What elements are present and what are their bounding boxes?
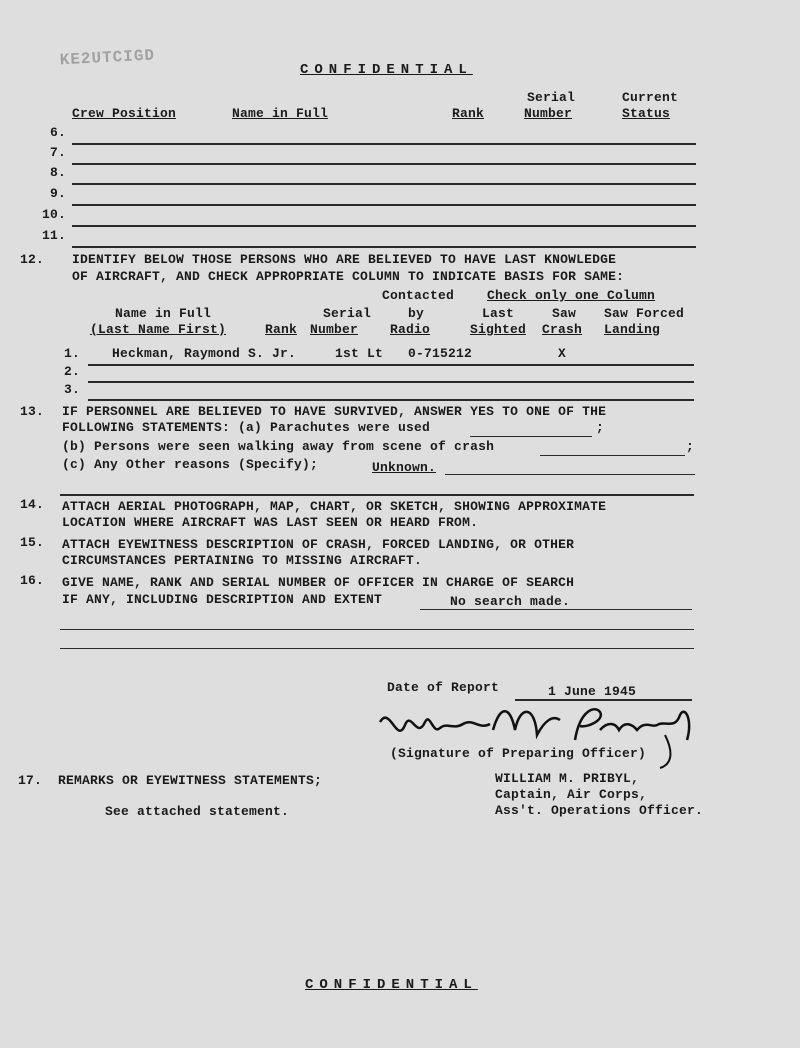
item12-number: 12. [20, 252, 45, 267]
item15-line1: ATTACH EYEWITNESS DESCRIPTION OF CRASH, FORCED LANDING, OR OTHER [62, 537, 575, 552]
item16-line2: IF ANY, INCLUDING DESCRIPTION AND EXTENT [62, 592, 383, 607]
signature-caption: (Signature of Preparing Officer) [390, 746, 647, 761]
witness-row-number: 3. [64, 382, 81, 397]
sighted-header: Sighted [470, 322, 527, 337]
rank-header: Rank [452, 106, 485, 121]
witness-name-header-top: Name in Full [115, 306, 212, 321]
radio-header: Radio [390, 322, 431, 337]
item13-line3: (b) Persons were seen walking away from scene of crash [62, 439, 495, 454]
crew-row-number: 7. [50, 145, 67, 160]
item14-line2: LOCATION WHERE AIRCRAFT WAS LAST SEEN OR HEARD FROM. [62, 515, 479, 530]
item17-number: 17. [18, 773, 43, 788]
search-extra-line [60, 629, 694, 630]
witness-row-line [88, 364, 694, 366]
item15-number: 15. [20, 535, 45, 550]
witness-rank: 1st Lt [335, 346, 384, 361]
status-header-top: Current [622, 90, 679, 105]
date-label: Date of Report [387, 680, 500, 695]
item13-line2: FOLLOWING STATEMENTS: (a) Parachutes were used [62, 420, 431, 435]
by-header: by [408, 306, 425, 321]
item13-line1: IF PERSONNEL ARE BELIEVED TO HAVE SURVIVED, ANSWER YES TO ONE OF THE [62, 404, 607, 419]
item13-line4: (c) Any Other reasons (Specify); [62, 457, 319, 472]
crew-row-number: 10. [42, 207, 67, 222]
saw-header: Saw [552, 306, 577, 321]
search-answer-line [420, 609, 692, 610]
item13-number: 13. [20, 404, 45, 419]
walking-answer-line [540, 455, 685, 456]
witness-name-header-bottom: (Last Name First) [90, 322, 227, 337]
document-page: KE2UTCIGD CONFIDENTIAL Crew Position Name in Full Rank Serial Number Current Status 6. 7. 8. 9. 10. 11. 12. IDENTIFY BELOW THOSE PERSONS WHO ARE BELIEVED TO HAVE LAST KNOWLEDGE OF AIRCRAFT, AND CHECK APPROPRIATE COLUMN TO INDICATE BASIS FOR SAME: Contacted Check only one Column Name in Full (Last Name First) Rank Serial Number by Radio Last Sighted Saw Crash Saw Forced Landing 1. Heckman, Raymond S. Jr. 1st Lt 0-715212 X 2. 3. 13. IF PERSONNEL ARE BELIEVED TO HAVE SURVIVED, ANSWER YES TO ONE OF THE FOLLOWING STATEMENTS: (a) Parachutes were used ; (b) Persons were seen walking away from scene of crash ; (c) Any Other reasons (Specify); Unknown. 14. ATTACH AERIAL PHOTOGRAPH, MAP, CHART, OR SKETCH, SHOWING APPROXIMATE LOCATION WHERE AIRCRAFT WAS LAST SEEN OR HEARD FROM. 15. ATTACH EYEWITNESS DESCRIPTION OF CRASH, FORCED LANDING, OR OTHER CIRCUMSTANCES PERTAINING TO MISSING AIRCRAFT. 16. GIVE NAME, RANK AND SERIAL NUMBER OF OFFICER IN CHARGE OF SEARCH IF ANY, INCLUDING DESCRIPTION AND EXTENT No search made. Date of Report 1 June 1945 (Signature of Preparing Officer) WILLIAM M. PRIBYL, Captain, Air Corps, Ass't. Operations Officer. 17. REMARKS OR EYEWITNESS STATEMENTS; See attached statement. CONFIDENTIAL [0, 0, 800, 1048]
last-header: Last [482, 306, 515, 321]
crew-row-line [72, 143, 696, 145]
witness-row-number: 2. [64, 364, 81, 379]
crash-header: Crash [542, 322, 583, 337]
witness-rank-header: Rank [265, 322, 298, 337]
crew-row-number: 9. [50, 186, 67, 201]
name-in-full-header: Name in Full [232, 106, 329, 121]
witness-row-line [88, 381, 694, 383]
date-value: 1 June 1945 [548, 684, 637, 699]
other-reasons-answer: Unknown. [372, 460, 437, 475]
parachutes-answer-line [470, 436, 592, 437]
serial-header-top: Serial [527, 90, 576, 105]
item17-label: REMARKS OR EYEWITNESS STATEMENTS; [58, 773, 323, 788]
witness-name: Heckman, Raymond S. Jr. [112, 346, 297, 361]
officer-rank: Captain, Air Corps, [495, 787, 648, 802]
saw-forced-header: Saw Forced [604, 306, 685, 321]
crew-position-header: Crew Position [72, 106, 177, 121]
item16-number: 16. [20, 573, 45, 588]
witness-saw-crash-mark: X [558, 346, 567, 361]
witness-row-number: 1. [64, 346, 81, 361]
item16-line1: GIVE NAME, RANK AND SERIAL NUMBER OF OFFICER IN CHARGE OF SEARCH [62, 575, 575, 590]
other-reasons-line [445, 474, 695, 475]
item12-line2: OF AIRCRAFT, AND CHECK APPROPRIATE COLUMN TO INDICATE BASIS FOR SAME: [72, 269, 625, 284]
crew-row-line [72, 163, 696, 165]
landing-header: Landing [604, 322, 661, 337]
witness-serial-header-top: Serial [323, 306, 372, 321]
item15-line2: CIRCUMSTANCES PERTAINING TO MISSING AIRCRAFT. [62, 553, 423, 568]
witness-serial-header-bottom: Number [310, 322, 359, 337]
officer-name: WILLIAM M. PRIBYL, [495, 771, 640, 786]
classification-top: CONFIDENTIAL [300, 62, 473, 78]
crew-row-line [72, 246, 696, 248]
item14-line1: ATTACH AERIAL PHOTOGRAPH, MAP, CHART, OR SKETCH, SHOWING APPROXIMATE [62, 499, 607, 514]
crew-row-number: 8. [50, 165, 67, 180]
check-only-header: Check only one Column [487, 288, 656, 303]
crew-row-number: 11. [42, 228, 67, 243]
officer-title: Ass't. Operations Officer. [495, 803, 704, 818]
item14-number: 14. [20, 497, 45, 512]
witness-row-line [88, 399, 694, 401]
crew-row-number: 6. [50, 125, 67, 140]
contacted-header: Contacted [382, 288, 455, 303]
faded-stamp: KE2UTCIGD [59, 46, 156, 70]
status-header-bottom: Status [622, 106, 671, 121]
crew-row-line [72, 225, 696, 227]
classification-bottom: CONFIDENTIAL [305, 977, 478, 993]
item13-bottom-line [60, 494, 694, 496]
search-answer: No search made. [450, 594, 571, 609]
crew-row-line [72, 204, 696, 206]
crew-row-line [72, 183, 696, 185]
search-extra-line [60, 648, 694, 649]
remarks-value: See attached statement. [105, 804, 290, 819]
item12-line1: IDENTIFY BELOW THOSE PERSONS WHO ARE BELIEVED TO HAVE LAST KNOWLEDGE [72, 252, 617, 267]
serial-header-bottom: Number [524, 106, 573, 121]
witness-serial: 0-715212 [408, 346, 473, 361]
